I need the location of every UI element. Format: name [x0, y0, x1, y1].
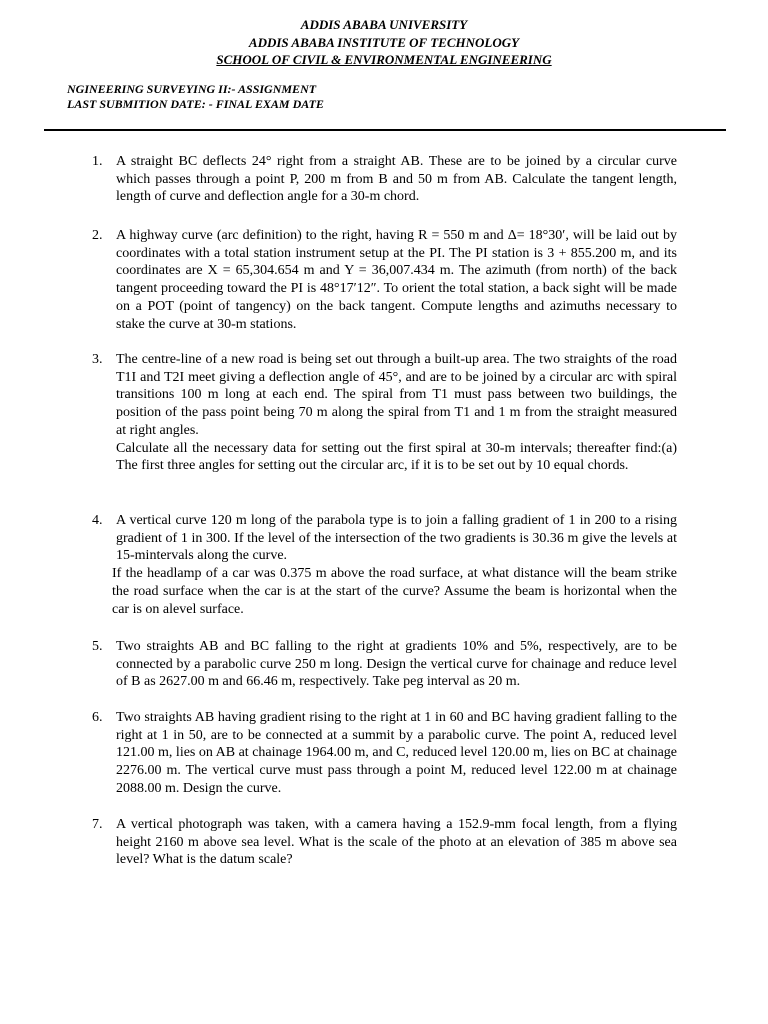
question-3	[92, 351, 677, 475]
question-4	[92, 512, 677, 618]
question-number: 1.	[92, 154, 103, 169]
question-number: 2.	[92, 228, 103, 243]
question-number: 3.	[92, 352, 103, 367]
question-text: A straight BC deflects 24° right from a straight AB. These are to be joined by a circular curve which passes through a point P, 200 m from B and 50 m from AB. Calculate the tangent length, length of curve and deflection angle for a 30-m chord.	[116, 154, 677, 205]
question-1	[92, 153, 677, 206]
question-text: The centre-line of a new road is being set out through a built-up area. The two straights of the road T1I and T2I meet giving a deflection angle of 45°, and are to be joined by a circular arc with spiral transitions 100 m long at each end. The spiral from T1 must pass between two buildings, the position of the pass point being 70 m along the spiral from T1 and 1 m from the straight measured at right angles.	[116, 352, 677, 438]
question-text: A vertical curve 120 m long of the parabola type is to join a falling gradient of 1 in 200 to a rising gradient of 1 in 300. If the level of the intersection of the two gradients is 30.36 m give the levels at 15-mintervals along the curve.	[116, 513, 677, 564]
question-number: 5.	[92, 639, 103, 654]
question-number: 6.	[92, 710, 103, 725]
question-number: 4.	[92, 513, 103, 528]
question-7	[92, 816, 677, 869]
course-title: NGINEERING SURVEYING II:- ASSIGNMENT	[67, 82, 317, 96]
header-divider	[44, 129, 726, 131]
question-2	[92, 227, 677, 333]
institute-name: ADDIS ABABA INSTITUTE OF TECHNOLOGY	[248, 35, 520, 50]
question-text-continued: If the headlamp of a car was 0.375 m above the road surface, at what distance will the beam strike the road surface when the car is at the start of the curve? Assume the beam is horizontal when the car is on alevel surface.	[112, 566, 677, 617]
question-text: Two straights AB and BC falling to the right at gradients 10% and 5%, respectively, are to be connected by a parabolic curve 250 m long. Design the vertical curve for chainage and reduce level of B as 2627.00 m and 66.46 m, respectively. Take peg interval as 20 m.	[116, 639, 677, 690]
university-name: ADDIS ABABA UNIVERSITY	[300, 17, 468, 32]
question-text: A highway curve (arc definition) to the right, having R = 550 m and Δ= 18°30′, will be laid out by coordinates with a total station instrument setup at the PI. The PI station is 3 + 855.200 m, and its coordinates are X = 65,304.654 m and Y = 36,007.434 m. The azimuth (from north) of the back tangent proceeding toward the PI is 48°17′12″. To orient the total station, a back sight will be made on a POT (point of tangency) on the back tangent. Compute lengths and azimuths necessary to stake the curve at 30-m stations.	[116, 228, 677, 332]
question-number: 7.	[92, 817, 103, 832]
question-text: Two straights AB having gradient rising to the right at 1 in 60 and BC having gradient falling to the right at 1 in 50, are to be connected at a summit by a parabolic curve. The point A, reduced level 121.00 m, lies on AB at chainage 1964.00 m, and C, reduced level 120.00 m, lies on BC at chainage 2276.00 m. The vertical curve must pass through a point M, reduced level 122.00 m at chainage 2088.00 m. Design the curve.	[116, 710, 677, 796]
question-text-continued: Calculate all the necessary data for setting out the first spiral at 30-m intervals; thereafter find:(a) The first three angles for setting out the circular arc, if it is to be set out by 10 equal chords.	[116, 440, 677, 474]
question-text: A vertical photograph was taken, with a camera having a 152.9-mm focal length, from a flying height 2160 m above sea level. What is the scale of the photo at an elevation of 385 m above sea level? What is the datum scale?	[116, 817, 677, 868]
submission-deadline: LAST SUBMITION DATE: - FINAL EXAM DATE	[67, 97, 324, 111]
question-5	[92, 638, 677, 691]
school-name: SCHOOL OF CIVIL & ENVIRONMENTAL ENGINEERING	[216, 52, 552, 67]
question-6	[92, 709, 677, 798]
